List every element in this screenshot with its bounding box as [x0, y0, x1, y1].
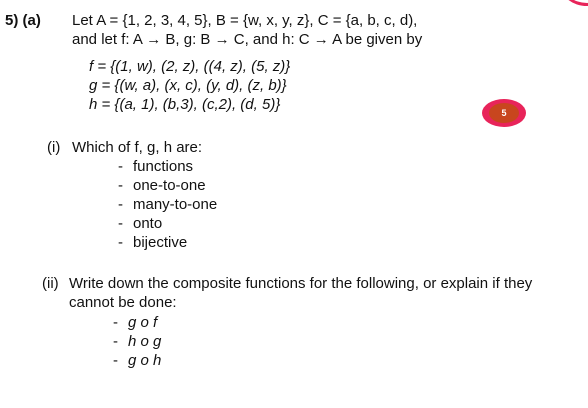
part-i-prompt: Which of f, g, h are:	[72, 139, 203, 156]
part-ii-prompt-line-2: cannot be done:	[69, 294, 177, 311]
list-item	[118, 215, 162, 233]
intro-line-1: Let A = {1, 2, 3, 4, 5}, B = {w, x, y, z}, C = {a, b, c, d),	[72, 12, 418, 29]
composite-expression: g o h	[128, 352, 162, 369]
list-item	[118, 177, 206, 195]
list-item-text: one-to-one	[133, 177, 206, 194]
dash-glyph: -	[118, 196, 123, 213]
composite-expression: g o f	[128, 314, 158, 331]
part-ii-prompt-line-1: Write down the composite functions for the following, or explain if they	[69, 275, 533, 292]
list-item	[113, 352, 161, 370]
question-number: 5) (a)	[5, 12, 41, 29]
intro-line-2: and let f: A → B, g: B → C, and h: C → A be given by	[72, 31, 423, 48]
dash-glyph: -	[118, 177, 123, 194]
list-item-text: bijective	[133, 234, 188, 251]
dash-glyph: -	[113, 333, 118, 350]
h-definition: h = {(a, 1), (b,3), (c,2), (d, 5)}	[89, 96, 281, 113]
dash-glyph: -	[113, 314, 118, 331]
composite-expression: h o g	[128, 333, 162, 350]
dash-glyph: -	[118, 158, 123, 175]
marks-badge-label: 5	[489, 103, 519, 123]
dash-glyph: -	[118, 215, 123, 232]
marks-badge	[482, 99, 526, 127]
dash-glyph: -	[118, 234, 123, 251]
list-item	[113, 314, 157, 332]
dash-glyph: -	[113, 352, 118, 369]
g-definition: g = {(w, a), (x, c), (y, d), (z, b)}	[89, 77, 287, 94]
list-item	[113, 333, 161, 351]
list-item-text: many-to-one	[133, 196, 218, 213]
f-definition: f = {(1, w), (2, z), ((4, z), (5, z)}	[89, 58, 291, 75]
list-item	[118, 196, 217, 214]
corner-annotation-arc	[560, 0, 588, 6]
list-item	[118, 158, 193, 176]
part-i-label: (i)	[47, 139, 61, 156]
list-item	[118, 234, 187, 252]
part-ii-label: (ii)	[42, 275, 59, 292]
list-item-text: functions	[133, 158, 194, 175]
list-item-text: onto	[133, 215, 163, 232]
